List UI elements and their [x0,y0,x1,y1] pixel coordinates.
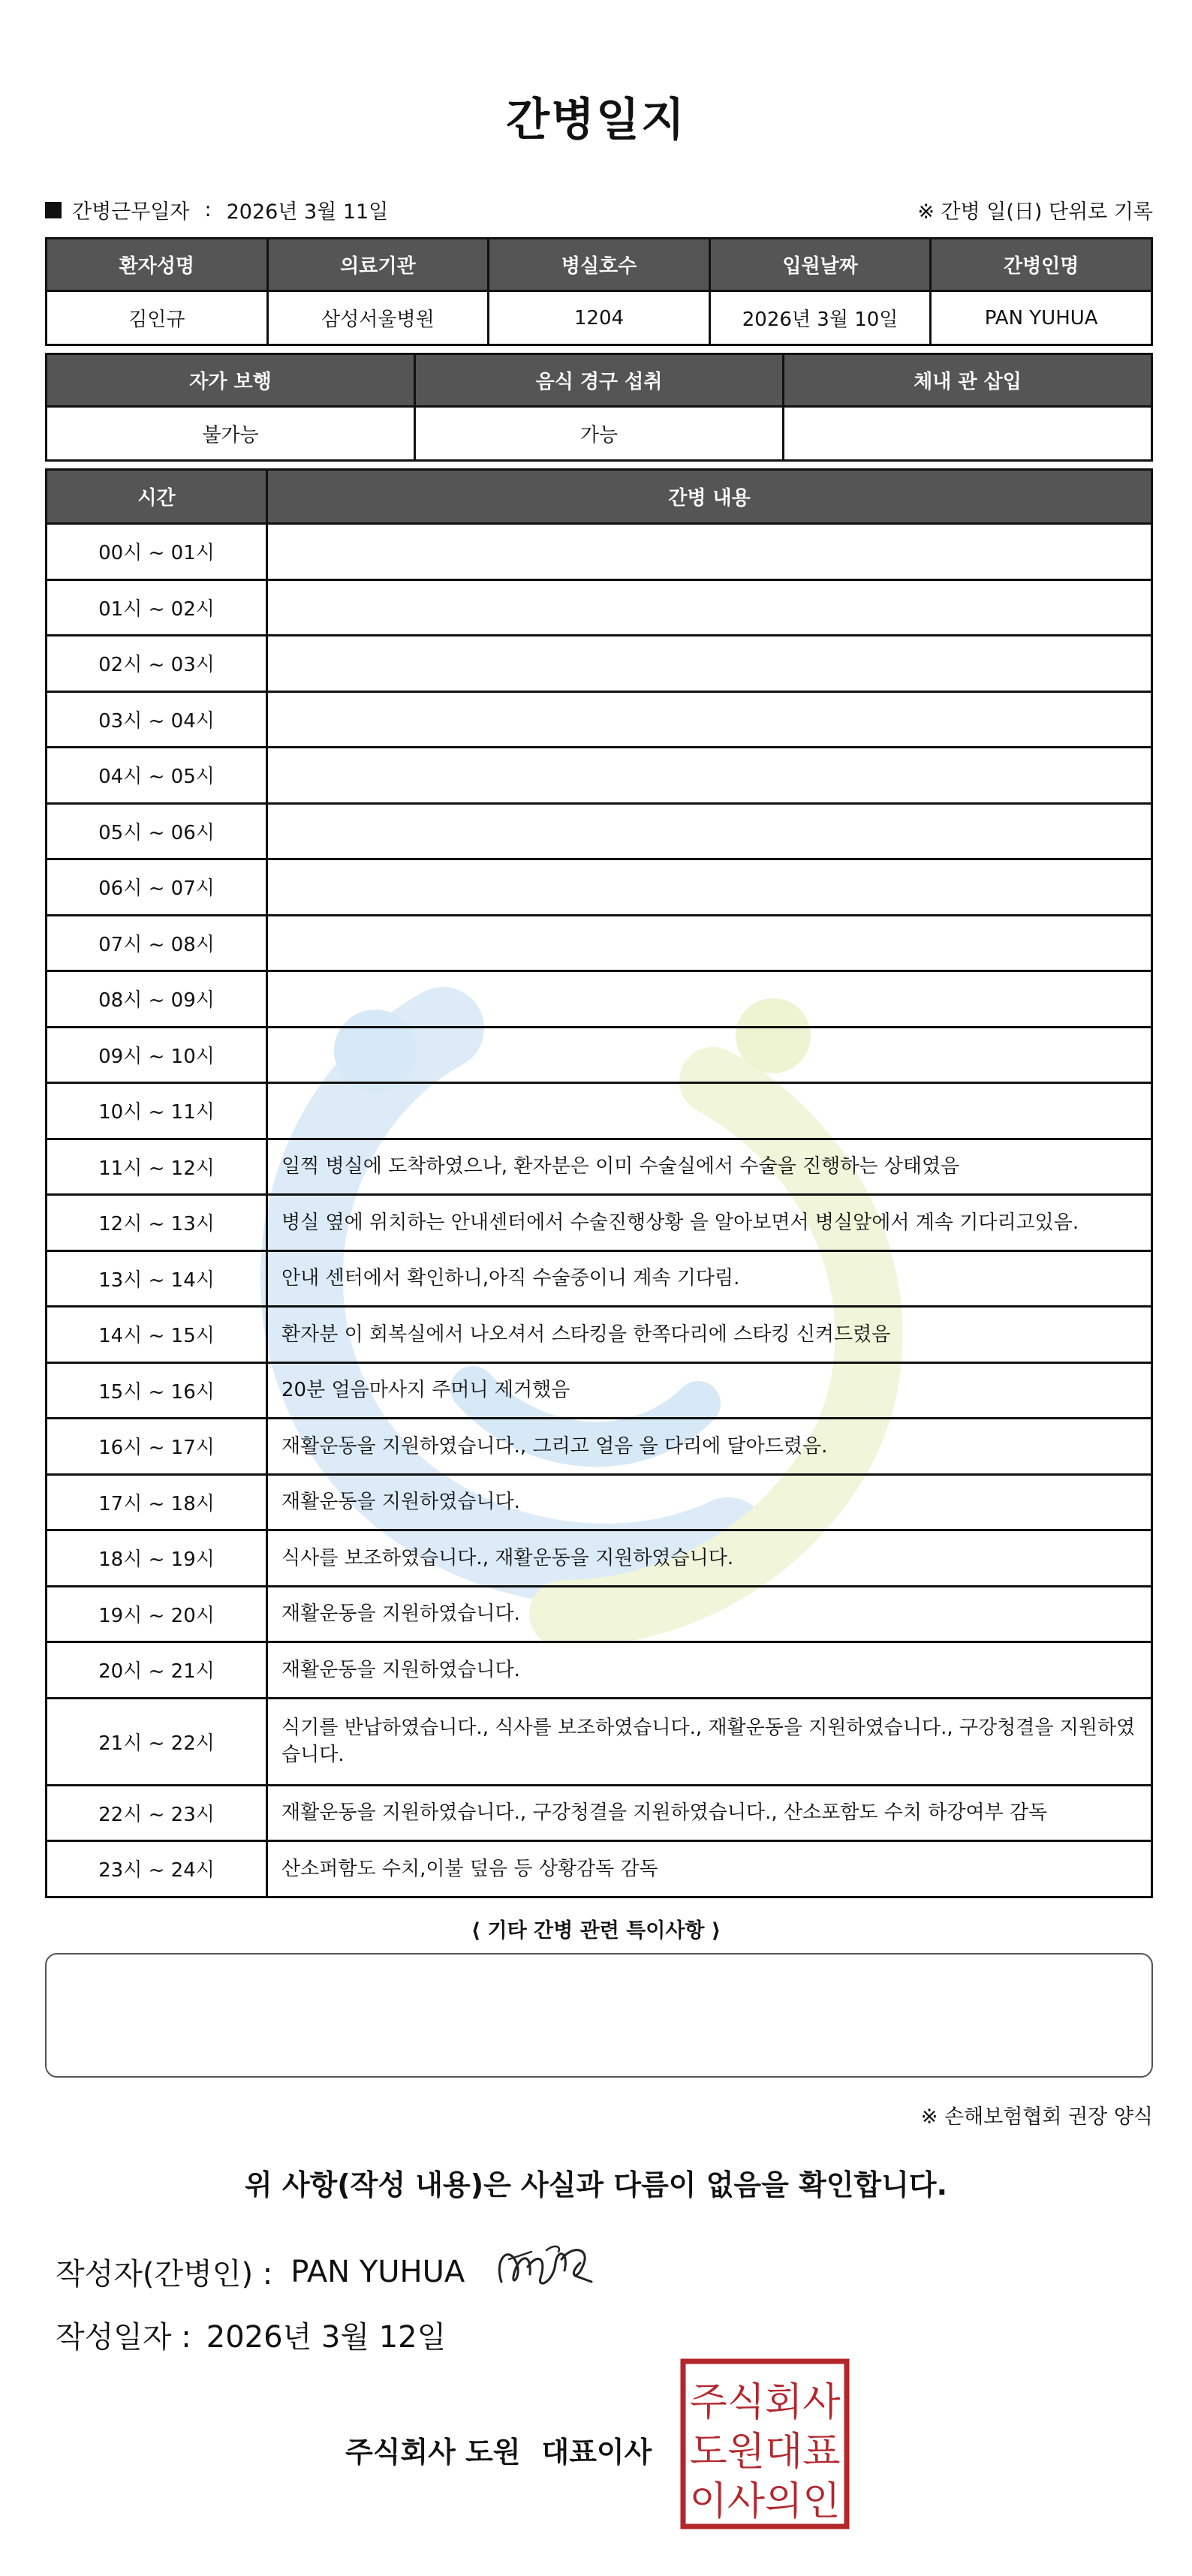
time-cell: 23시 ~ 24시 [47,1841,267,1897]
content-cell [267,971,1152,1028]
content-cell: 재활운동을 지원하였습니다. [267,1586,1152,1642]
time-cell: 20시 ~ 21시 [47,1642,267,1699]
content-cell: 재활운동을 지원하였습니다., 그리고 얼음 을 다리에 달아드렸음. [267,1419,1152,1475]
confirmation-statement: 위 사항(작성 내용)은 사실과 다름이 없음을 확인합니다. [244,2168,948,2201]
hospital-name: 삼성서울병원 [267,291,489,345]
time-cell: 00시 ~ 01시 [47,524,267,580]
work-date-label: 간병근무일자 [72,200,190,224]
oral-intake-value: 가능 [415,407,784,461]
work-date-separator: : [204,198,212,221]
time-cell: 11시 ~ 12시 [47,1139,267,1195]
header-room: 병실호수 [489,239,710,291]
content-cell [267,915,1152,971]
time-cell: 04시 ~ 05시 [47,748,267,804]
table-row [47,1785,1152,1841]
content-cell: 재활운동을 지원하였습니다. [267,1642,1152,1699]
signature-icon [486,2229,599,2304]
room-number: 1204 [489,291,710,345]
table-row [47,1307,1152,1363]
time-cell: 03시 ~ 04시 [47,691,267,748]
content-cell: 재활운동을 지원하였습니다., 구강청결을 지원하였습니다., 산소포함도 수치 하강여부 감독 [267,1785,1152,1841]
content-cell: 환자분 이 회복실에서 나오셔서 스타킹을 한쪽다리에 스타킹 신켜드렸음 [267,1307,1152,1363]
table-row [47,1083,1152,1139]
table-row [47,1419,1152,1475]
time-cell: 16시 ~ 17시 [47,1419,267,1475]
time-cell: 08시 ~ 09시 [47,971,267,1028]
table-row [47,691,1152,748]
content-cell: 산소퍼함도 수치,이불 덮음 등 상황감독 감독 [267,1841,1152,1897]
company-seal-icon [680,2358,850,2529]
table-row [47,915,1152,971]
written-date-value: 2026년 3월 12일 [206,2320,447,2355]
table-row [47,1530,1152,1587]
table-row [47,636,1152,692]
table-row [47,1698,1152,1785]
content-cell [267,579,1152,636]
content-cell: 일찍 병실에 도착하였으나, 환자분은 이미 수술실에서 수술을 진행하는 상태였음 [267,1139,1152,1195]
table-row [47,803,1152,859]
writer-line [56,2250,465,2293]
company-line [345,2429,652,2470]
written-date-label: 작성일자 : [56,2320,191,2355]
header-time: 시간 [47,470,267,524]
content-cell [267,1083,1152,1139]
time-cell: 10시 ~ 11시 [47,1083,267,1139]
table-row [47,1586,1152,1642]
work-date [45,195,388,224]
table-row [47,971,1152,1028]
table-row [47,859,1152,916]
table-row [47,1362,1152,1419]
time-cell: 13시 ~ 14시 [47,1250,267,1307]
table-row [47,1474,1152,1530]
written-date-line [56,2313,446,2356]
content-cell [267,524,1152,580]
square-bullet-icon [45,202,62,218]
time-cell: 12시 ~ 13시 [47,1195,267,1251]
content-cell [267,748,1152,804]
time-cell: 01시 ~ 02시 [47,579,267,636]
time-cell: 21시 ~ 22시 [47,1698,267,1785]
seal-line-2: 도원대표 [689,2430,841,2475]
header-care-content: 간병 내용 [267,470,1152,524]
table-row [47,1642,1152,1699]
time-cell: 22시 ~ 23시 [47,1785,267,1841]
time-cell: 19시 ~ 20시 [47,1586,267,1642]
content-cell [267,1027,1152,1083]
patient-info-table [45,237,1153,346]
caregiver-name: PAN YUHUA [931,291,1152,345]
table-row [47,1250,1152,1307]
remarks-title: ⟨ 기타 간병 관련 특이사항 ⟩ [471,1919,721,1943]
time-cell: 06시 ~ 07시 [47,859,267,916]
content-cell [267,691,1152,748]
company-name: 주식회사 도원 [345,2436,521,2469]
time-cell: 18시 ~ 19시 [47,1530,267,1587]
content-cell: 재활운동을 지원하였습니다. [267,1474,1152,1530]
content-cell [267,859,1152,916]
admission-date: 2026년 3월 10일 [709,291,931,345]
header-admission-date: 입원날짜 [709,239,931,291]
patient-name: 김인규 [47,291,268,345]
care-log-table [45,468,1153,1898]
time-cell: 07시 ~ 08시 [47,915,267,971]
content-cell: 안내 센터에서 확인하니,아직 수술중이니 계속 기다림. [267,1250,1152,1307]
writer-name: PAN YUHUA [290,2254,465,2289]
header-caregiver: 간병인명 [931,239,1152,291]
content-cell: 식사를 보조하였습니다., 재활운동을 지원하였습니다. [267,1530,1152,1587]
content-cell [267,636,1152,692]
tube-insertion-value [784,407,1152,461]
table-row [47,748,1152,804]
content-cell: 20분 얼음마사지 주머니 제거했음 [267,1362,1152,1419]
remarks-box [45,1953,1153,2078]
patient-status-table [45,353,1153,462]
table-row [47,579,1152,636]
daily-note: ※ 간병 일(日) 단위로 기록 [917,200,1153,224]
header-tube-insertion: 체내 관 삽입 [784,354,1152,407]
table-row [47,1027,1152,1083]
self-walking-value: 불가능 [47,407,415,461]
time-cell: 14시 ~ 15시 [47,1307,267,1363]
insurance-note: ※ 손해보험협회 권장 양식 [920,2105,1153,2129]
header-self-walking: 자가 보행 [47,354,415,407]
table-row [47,1195,1152,1251]
time-cell: 09시 ~ 10시 [47,1027,267,1083]
header-patient-name: 환자성명 [47,239,268,291]
page-title: 간병일지 [506,94,686,146]
writer-label: 작성자(간병인) : [56,2257,273,2292]
table-row [47,524,1152,580]
time-cell: 05시 ~ 06시 [47,803,267,859]
time-cell: 15시 ~ 16시 [47,1362,267,1419]
company-title: 대표이사 [541,2436,652,2469]
content-cell: 식기를 반납하였습니다., 식사를 보조하였습니다., 재활운동을 지원하였습니다., 구강청결을 지원하였습니다. [267,1698,1152,1785]
content-cell: 병실 옆에 위치하는 안내센터에서 수술진행상황 을 알아보면서 병실앞에서 계속 기다리고있음. [267,1195,1152,1251]
seal-line-3: 이사의인 [689,2479,841,2524]
header-oral-intake: 음식 경구 섭취 [415,354,784,407]
work-date-value: 2026년 3월 11일 [226,200,389,224]
table-row [47,1139,1152,1195]
time-cell: 02시 ~ 03시 [47,636,267,692]
seal-line-1: 주식회사 [689,2380,841,2425]
header-hospital: 의료기관 [267,239,489,291]
table-row [47,1841,1152,1897]
time-cell: 17시 ~ 18시 [47,1474,267,1530]
content-cell [267,803,1152,859]
